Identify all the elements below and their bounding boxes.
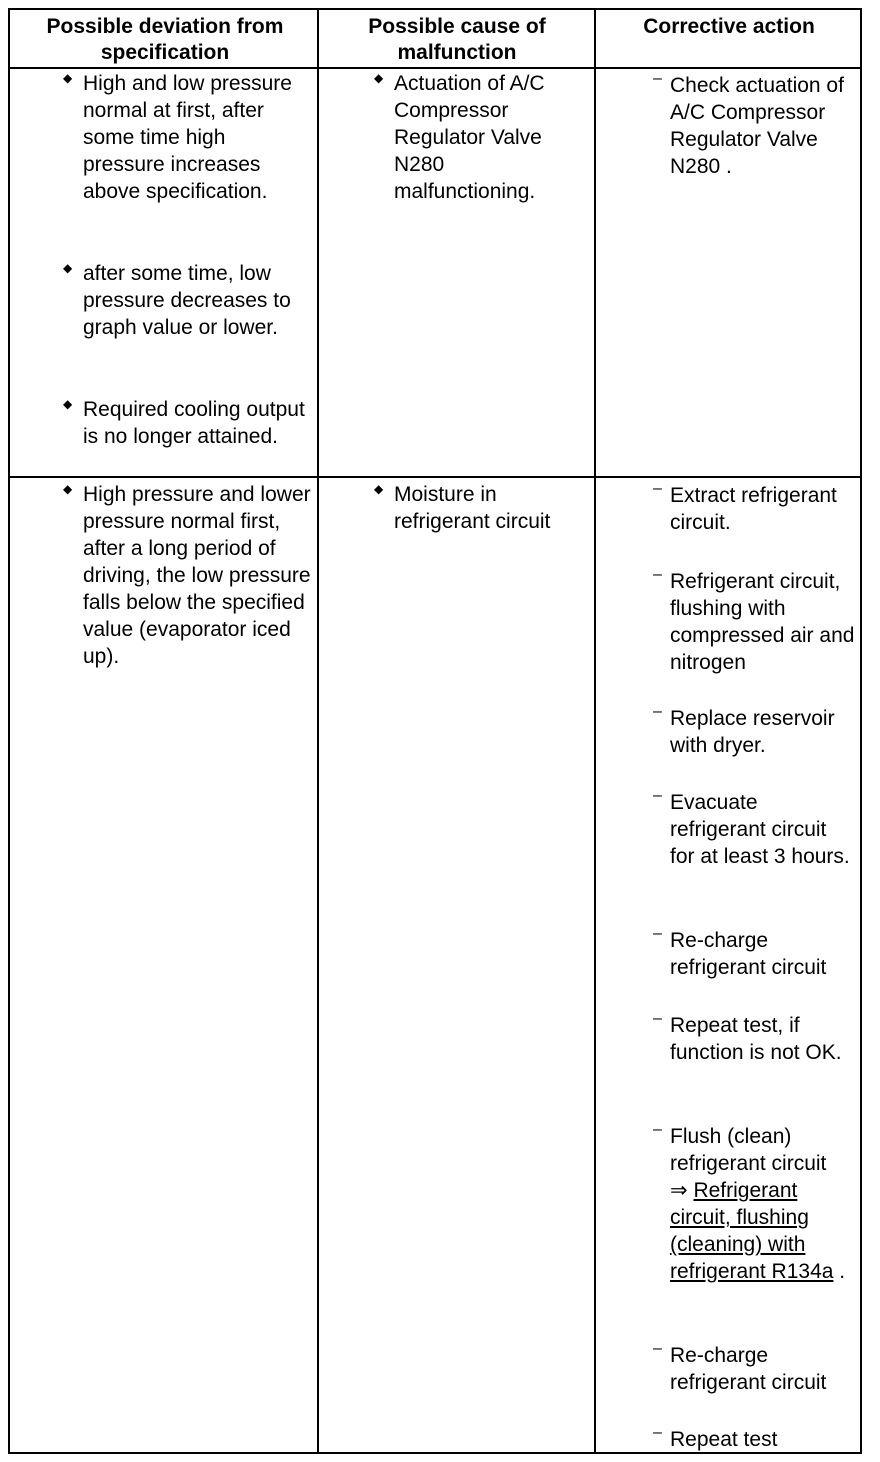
- list-item: [374, 70, 584, 205]
- bullet-icon: ◆: [374, 482, 384, 496]
- list-item: [653, 787, 856, 870]
- dash-icon: –: [653, 566, 662, 583]
- action-text: Evacuate refrigerant circuit for at least 3 hours.: [670, 791, 850, 868]
- dash-icon: –: [653, 70, 662, 87]
- bullet-icon: ◆: [63, 482, 73, 496]
- action-text: Repeat test: [670, 1428, 778, 1451]
- dash-icon: –: [653, 1121, 662, 1138]
- flush-reference: [670, 1177, 856, 1285]
- action-text: Refrigerant circuit, flushing with compressed air and nitrogen: [670, 570, 855, 674]
- list-item: [653, 1121, 856, 1285]
- bullet-icon: ◆: [63, 261, 73, 275]
- list-item: [653, 703, 862, 759]
- list-item: [653, 70, 856, 180]
- list-item: [653, 1340, 856, 1396]
- dash-icon: –: [653, 787, 662, 804]
- row-divider: [10, 476, 860, 478]
- dash-icon: –: [653, 1010, 662, 1027]
- list-item: [653, 925, 856, 981]
- list-item: [63, 70, 309, 205]
- header-cause: Possible cause of malfunction: [368, 15, 546, 64]
- dash-icon: –: [653, 703, 662, 720]
- diagnosis-table: [8, 8, 862, 1454]
- cause-text: Moisture in refrigerant circuit: [394, 483, 551, 533]
- deviation-text: Required cooling output is no longer attained.: [83, 398, 305, 448]
- action-text: Flush (clean) refrigerant circuit: [670, 1125, 827, 1175]
- action-text: Replace reservoir with dryer.: [670, 707, 835, 757]
- arrow-icon: ⇒: [670, 1179, 688, 1202]
- list-item: [653, 1010, 856, 1066]
- deviation-text: High pressure and lower pressure normal first, after a long period of driving, the low pressure falls below the specified value (evaporator iced up).: [83, 483, 311, 668]
- dash-icon: –: [653, 925, 662, 942]
- bullet-icon: ◆: [63, 71, 73, 85]
- link-suffix: .: [839, 1260, 846, 1283]
- list-item: [63, 481, 313, 670]
- action-text: Repeat test, if function is not OK.: [670, 1014, 842, 1064]
- dash-icon: –: [653, 1424, 662, 1441]
- cause-text: Actuation of A/C Compressor Regulator Valve N280 malfunctioning.: [394, 72, 545, 203]
- refrigerant-flushing-link[interactable]: Refrigerant circuit, flushing (cleaning) with refrigerant R134a: [670, 1179, 834, 1283]
- action-text: Re-charge refrigerant circuit: [670, 1344, 827, 1394]
- bullet-icon: ◆: [63, 397, 73, 411]
- list-item: [653, 480, 862, 536]
- header-action: Corrective action: [643, 15, 815, 38]
- list-item: [63, 396, 309, 450]
- dash-icon: –: [653, 1340, 662, 1357]
- deviation-text: after some time, low pressure decreases to graph value or lower.: [83, 262, 291, 339]
- list-item: [63, 260, 309, 341]
- list-item: [374, 481, 584, 535]
- column-divider: [317, 10, 319, 1452]
- deviation-text: High and low pressure normal at first, after some time high pressure increases above specification.: [83, 72, 292, 203]
- column-divider: [594, 10, 596, 1452]
- action-text: Check actuation of A/C Compressor Regulator Valve N280 .: [670, 74, 844, 178]
- header-divider: [10, 67, 860, 69]
- dash-icon: –: [653, 480, 662, 497]
- list-item: [653, 1424, 856, 1453]
- list-item: [653, 566, 856, 676]
- bullet-icon: ◆: [374, 71, 384, 85]
- action-text: Extract refrigerant circuit.: [670, 484, 837, 534]
- action-text: Re-charge refrigerant circuit: [670, 929, 827, 979]
- header-deviation: Possible deviation from specification: [46, 15, 284, 64]
